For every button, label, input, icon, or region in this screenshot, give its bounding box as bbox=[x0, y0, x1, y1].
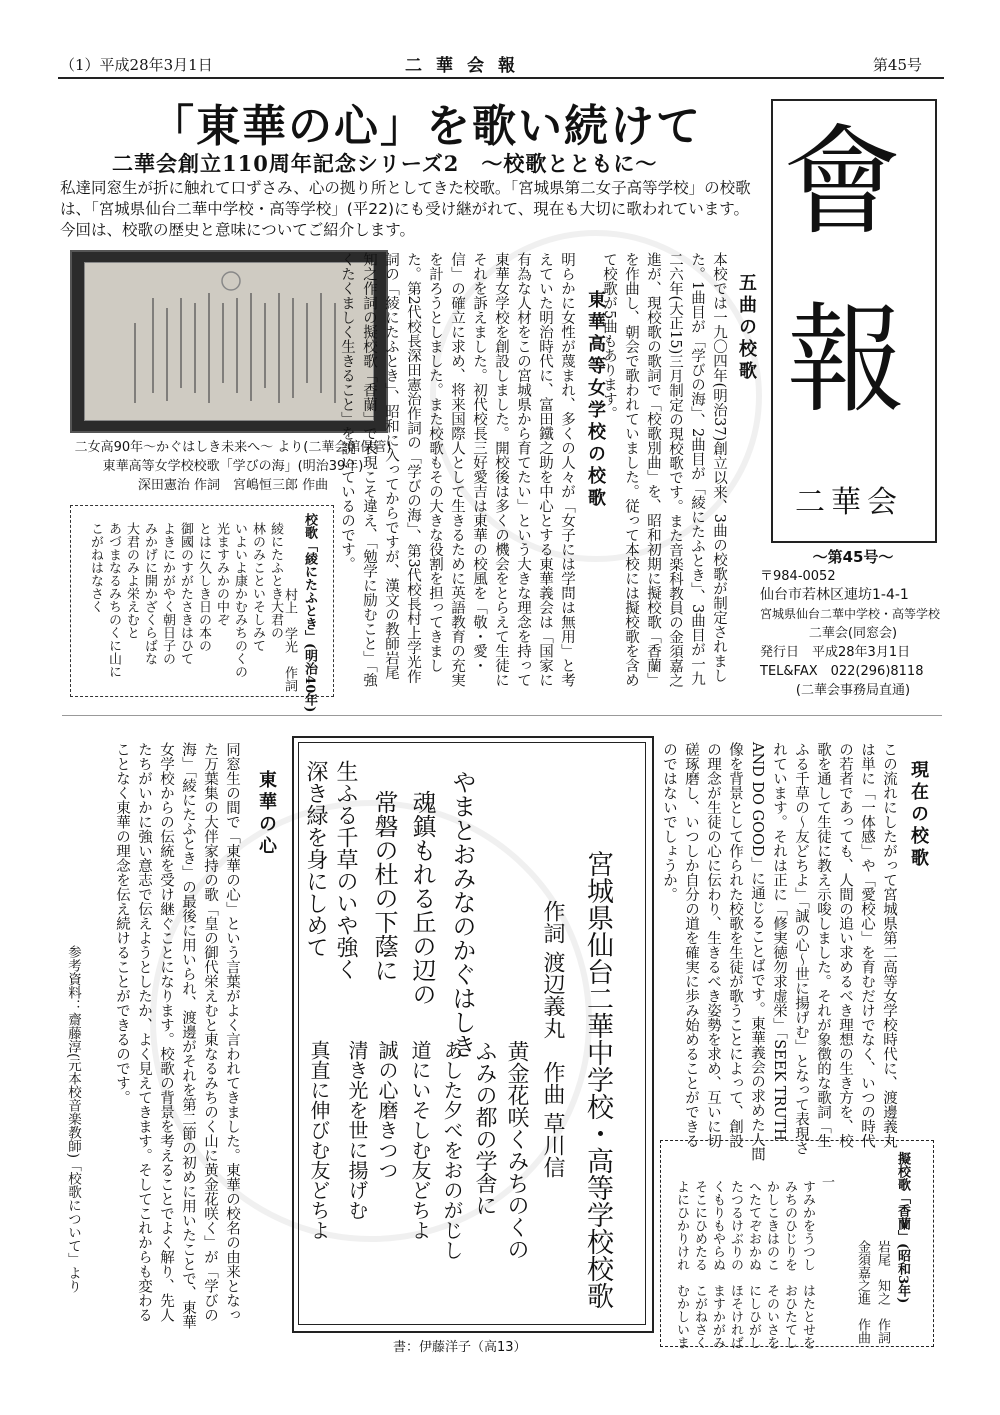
calligraphy-line-11: 誠の心磨きつつ bbox=[375, 1040, 399, 1180]
header-rule bbox=[58, 77, 944, 79]
song-ayanitafutoki-author: 村上 学光 作詞 bbox=[282, 588, 297, 692]
calligraphy-title: 宮城県仙台二華中学校・高等学校校歌 bbox=[582, 850, 613, 1309]
info-postal: 〒984-0052 bbox=[760, 569, 836, 584]
calligraphy-line-7: 黄金花咲くみちのくの bbox=[504, 1040, 529, 1260]
masthead-char-kai: 會 bbox=[783, 113, 902, 251]
song-ayanitafutoki-verse: 綾にたふとき大君の 林のみこといそしみて いよいよ康かむみちのくの 光ますみかの中ぞ とはに久しき日の本の 御國のすがたさきはひて よきにかがやく朝日子の みかげに開かざくらばな 大君のみよ栄えむと あづまなるみちのくに山に こがねはなさく bbox=[88, 522, 283, 678]
masthead-box bbox=[771, 99, 937, 543]
calligraphy-line-6: 真直に伸びむ友どちよ bbox=[307, 1040, 331, 1240]
info-issue: ～第45号～ bbox=[812, 548, 894, 566]
touka-school-song-body: 明らかに女性が蔑まれ、多くの人々が「女子には学問は無用」と考えていた明治時代に、富田鐵之助を中心とする東華義会は「国家に有為な人材をこの宮城県から育てたい」という大きな理念を持って東華女学校を創設しました。開校後は多くの機会をとらえて生徒にそれを訴えました。初代校長三好愛吉は東華の校風を「敬・愛・信」の確立に求め、将来国際人として生きるために英語教育の充実を計ろうとしました。また校歌もその大きな役割を担ってきました。第2代校長深田憲治作詞の「学びの海」、第3代校長村上学光作詞の「綾にたふとき」、昭和に入ってからですが、漢文の教師岩尾知之作詞の擬校歌「香蘭」で表現こそ違え、「勉学に励むこと」「強くたくましく生きること」を説いているのです。 bbox=[339, 252, 575, 687]
info-tel: TEL&FAX 022(296)8118 bbox=[760, 664, 924, 679]
reference-note: 参考資料：齋藤淳(元本校音楽教師)「校歌について」より bbox=[65, 945, 81, 1294]
calligraphy-line-5: 生ふる千草のいや強く bbox=[333, 760, 358, 980]
five-songs-body: 本校では一九〇四年(明治37)創立以来、3曲の校歌が制定されました。1曲目が「学びの海」、2曲目が「綾にたふとき」、3曲目が一九二六年(大正15)三月制定の現校歌です。また音楽科教員の金須嘉之進が、現校歌の歌詞で「校歌別曲」を、昭和初期に擬校歌「香蘭」を作曲し、朝会で歌われていました。従って本校には擬校歌を含めて校歌が5曲もあります。 bbox=[601, 252, 727, 688]
info-date: 発行日 平成28年3月1日 bbox=[760, 645, 911, 660]
touka-spirit-body: 同窓生の間で「東華の心」という言葉がよく言われてきました。東華の校名の由来となった万葉集の大伴家持の歌「皇の御代栄えむと東なるみちのく山に黄金花咲く」が「学びの海」「綾にたふとき」の最後に用いられ、渡邊がそれを第二節の初めに用いたことで、東華女学校からの伝統を受け継ぐことになります。校歌の背景を考えることでよく解り、先人たちがいかに強い意志で伝えようとしたか、よく見えてきます。そしてこれからも変わることなく東華の理念を伝え続けることができるのです。 bbox=[114, 742, 240, 1330]
photo-frame bbox=[84, 262, 374, 421]
header-date-page: （1）平成28年3月1日 bbox=[60, 56, 213, 74]
calligraphy-line-10: 道にいそしむ友どちよ bbox=[408, 1040, 432, 1240]
photo-caption-credits: 深田憲治 作詞 宮嶋恒三郎 作曲 bbox=[137, 478, 329, 493]
info-address: 仙台市若林区連坊1-4-1 bbox=[760, 587, 909, 603]
info-office: (二華会事務局直通) bbox=[795, 683, 911, 698]
handwritten-song-image bbox=[85, 263, 377, 424]
song-koran-author2: 金須嘉之進 作曲 bbox=[855, 1240, 870, 1344]
series-subtitle: 二華会創立110周年記念シリーズ2 ～校歌とともに～ bbox=[112, 151, 658, 176]
heading-current-song: 現在の校歌 bbox=[908, 760, 929, 870]
header-newsletter-name: 二華会報 bbox=[405, 56, 529, 76]
calligraphy-line-3: 常磐の杜の下蔭に bbox=[370, 790, 398, 982]
song-koran-author1: 岩尾 知之 作詞 bbox=[875, 1240, 890, 1344]
song-ayanitafutoki-title: 校歌「綾にたふとき」(明治40年) bbox=[302, 513, 317, 713]
song-koran-verse: すみかをうつし はたとせを みちのひじりを おひたてし かしこきはのこ そのいさを へたてぞおかぬ にしひがし たつるけぶりの ほそければ くもりもやらぬ ますかがみ そこにひめたる こがねさく よにひかりけれ むかしいま bbox=[674, 1180, 815, 1349]
song-koran-title: 擬校歌「香蘭」(昭和3年) bbox=[895, 1152, 910, 1304]
song-koran-verse-number: 一 bbox=[819, 1175, 834, 1188]
calligraphy-line-9: あした夕べをおのがじし bbox=[440, 1040, 464, 1260]
calligraphy-line-4: 深き緑を身にしめて bbox=[303, 760, 328, 958]
masthead-char-ho: 報 bbox=[787, 291, 906, 429]
page-title: 「東華の心」を歌い続けて bbox=[150, 101, 702, 152]
calligraphy-author: 作詞 渡辺義丸 作曲 草川信 bbox=[540, 900, 565, 1178]
info-school: 宮城県仙台二華中学校・高等学校 bbox=[760, 607, 941, 621]
header-issue-number: 第45号 bbox=[872, 56, 922, 74]
heading-touka-girls-school-song: 東華高等女学校の校歌 bbox=[585, 290, 606, 510]
calligraphy-credit: 書：伊藤洋子（高13） bbox=[393, 1340, 527, 1355]
heading-five-songs: 五曲の校歌 bbox=[736, 273, 757, 383]
heading-touka-spirit: 東華の心 bbox=[256, 770, 277, 858]
calligraphy-line-1: やまとおみなのかぐはしき bbox=[448, 770, 476, 1058]
calligraphy-line-2: 魂鎮もれる丘の辺の bbox=[408, 790, 436, 1006]
info-org: 二華会(同窓会) bbox=[808, 626, 898, 641]
lead-paragraph: 私達同窓生が折に触れて口ずさみ、心の拠り所としてきた校歌。「宮城県第二女子高等学校」の校歌は、「宮城県仙台二華中学校・高等学校」(平22)にも受け継がれて、現在も大切に歌われています。今回は、校歌の歴史と意味についてご紹介します。 bbox=[60, 179, 751, 239]
photo-caption-source: 二女高90年～かぐはしき未来へ～ より(二華会館保管) bbox=[74, 440, 392, 455]
current-song-body: この流れにしたがって宮城県第二高等女学校時代に、渡邊義丸は単に「一体感」や「愛校心」を育むだけでなく、いつの時代の若者であっても、人間の追い求めるべき理想の生き方を、校歌を通して生徒に教え示唆しました。それが象徴的な歌詞「生ふる千草の～友どちよ」「誠の心～世に揚げむ」となって表現されています。それは正に「修実徳勿求虚栄」「SEEK TRUTH AND DO GOOD」に通じることばです。東華義会の求めた人間像を背景として作られた校歌を生徒が歌うことによって、創設の理念が生徒の心に伝わり、生きるべき姿勢を求め、互いに切磋琢磨し、いつしか自分の道を確実に歩み始めることができるのではないでしょうか。 bbox=[661, 742, 897, 1161]
calligraphy-line-8: ふみの都の学舎に bbox=[472, 1040, 497, 1216]
photo-caption-title: 東華高等女学校校歌「学びの海」(明治39年) bbox=[102, 459, 364, 474]
calligraphy-line-12: 清き光を世に揚げむ bbox=[345, 1040, 369, 1220]
middle-divider bbox=[62, 715, 942, 716]
masthead-org: 二華会 bbox=[795, 485, 903, 520]
publication-info bbox=[760, 548, 946, 700]
